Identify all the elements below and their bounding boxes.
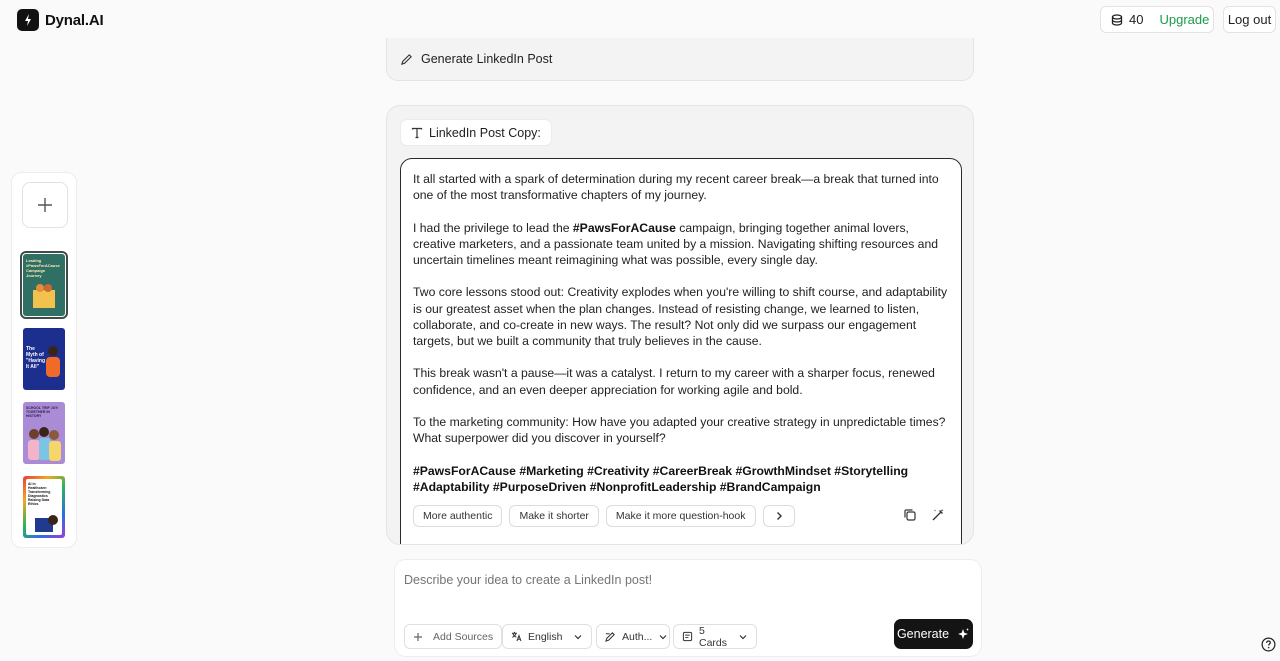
post-output-panel	[386, 105, 974, 545]
copy-icon[interactable]	[903, 508, 917, 522]
post-paragraph: To the marketing community: How have you adapted your creative strategy in unpredictable times? What superpower did you discover in yourself?	[413, 414, 946, 446]
thumbnail-title: The Myth of "Having It All"	[26, 346, 46, 370]
post-tools	[903, 508, 945, 522]
logout-button[interactable]: Log out	[1223, 6, 1276, 33]
translate-icon	[511, 631, 522, 642]
sparkle-icon	[956, 627, 970, 641]
more-suggestions-button[interactable]	[763, 505, 795, 527]
post-paragraph: This break wasn't a pause—it was a catalyst. I return to my career with a sharper focus, renewed confidence, and an even deeper appreciation for working agile and bold.	[413, 366, 935, 397]
chevron-down-icon	[658, 632, 668, 642]
post-paragraph: I had the privilege to lead the #PawsForACause campaign, bringing together animal lovers, creative marketers, and a passionate team united by a mission. Navigating shifting resources and uncertain timelines meant reimagining what was possible, every single day.	[413, 220, 939, 267]
generate-button[interactable]	[894, 619, 973, 649]
history-thumbnail[interactable]	[23, 402, 65, 464]
language-select[interactable]	[502, 624, 592, 649]
post-copy-text[interactable]	[413, 171, 953, 511]
plus-icon	[37, 197, 53, 213]
coins-icon	[1111, 14, 1123, 26]
post-copy-header	[400, 119, 552, 146]
chip-question-hook[interactable]: Make it more question-hook	[606, 505, 756, 527]
credits-count: 40	[1129, 12, 1144, 27]
cards-icon	[682, 631, 693, 642]
magic-wand-icon[interactable]	[931, 508, 945, 522]
history-thumbnail[interactable]	[23, 328, 65, 390]
post-hashtags: #PawsForACause #Marketing #Creativity #CareerBreak #GrowthMindset #Storytelling #Adaptability #PurposeDriven #NonprofitLeadership #BrandCampaign	[413, 463, 909, 494]
cards-count-label: 5 Cards	[699, 624, 728, 649]
generate-label: Generate	[896, 627, 950, 641]
prompt-input[interactable]	[404, 573, 964, 587]
post-copy-editor[interactable]	[400, 158, 962, 545]
chip-more-authentic[interactable]: More authentic	[413, 505, 502, 527]
cards-count-select[interactable]	[673, 624, 757, 649]
credits-box	[1100, 6, 1214, 33]
tone-select[interactable]	[596, 624, 670, 649]
brush-icon	[605, 631, 616, 642]
add-sources-button[interactable]	[404, 624, 502, 649]
rewrite-suggestions	[413, 505, 795, 527]
app-name: Dynal.AI	[45, 11, 104, 29]
language-label: English	[528, 630, 563, 643]
add-sources-label: Add Sources	[433, 630, 494, 643]
chevron-right-icon	[774, 511, 784, 521]
chevron-down-icon	[573, 632, 583, 642]
thumbnail-title: AI in Healthcare: Transforming Diagnostics Raising Data Ethics	[28, 482, 51, 506]
post-paragraph: Two core lessons stood out: Creativity explodes when you're willing to shift course, and adaptability is our greatest asset when the plan changes. Instead of resisting change, we learned to listen, collaborate, and co-create in new ways. The result? Not only did we surpass our engagement targets, but we built a community that truly believes in the cause.	[413, 285, 948, 348]
help-icon[interactable]	[1261, 637, 1276, 652]
tone-label: Auth...	[622, 630, 653, 643]
text-type-icon	[411, 127, 423, 139]
history-sidebar	[11, 172, 77, 548]
chip-make-shorter[interactable]: Make it shorter	[509, 505, 598, 527]
previous-prompt-card	[386, 38, 974, 81]
prompt-composer	[394, 559, 982, 657]
history-thumbnail[interactable]	[23, 476, 65, 538]
chevron-down-icon	[738, 632, 748, 642]
logo-mark-icon	[17, 9, 39, 31]
campaign-hashtag: #PawsForACause	[572, 220, 676, 235]
thumbnail-title: Leading #PawsForACause Campaign Journey	[26, 258, 60, 278]
post-paragraph: It all started with a spark of determination during my recent career break—a break that turned into one of the most transformative chapters of my journey.	[413, 172, 939, 203]
app-logo[interactable]	[17, 9, 103, 31]
history-thumbnail[interactable]	[23, 254, 65, 316]
upgrade-link[interactable]: Upgrade	[1159, 12, 1210, 27]
thumbnail-title: SCHOOL TRIP JOY: TOGETHER IN HISTORY	[26, 406, 59, 418]
new-post-button[interactable]	[22, 182, 68, 228]
plus-icon	[413, 632, 423, 642]
pencil-icon	[400, 53, 413, 66]
previous-prompt-label: Generate LinkedIn Post	[421, 52, 553, 66]
post-copy-header-label: LinkedIn Post Copy:	[429, 125, 541, 140]
